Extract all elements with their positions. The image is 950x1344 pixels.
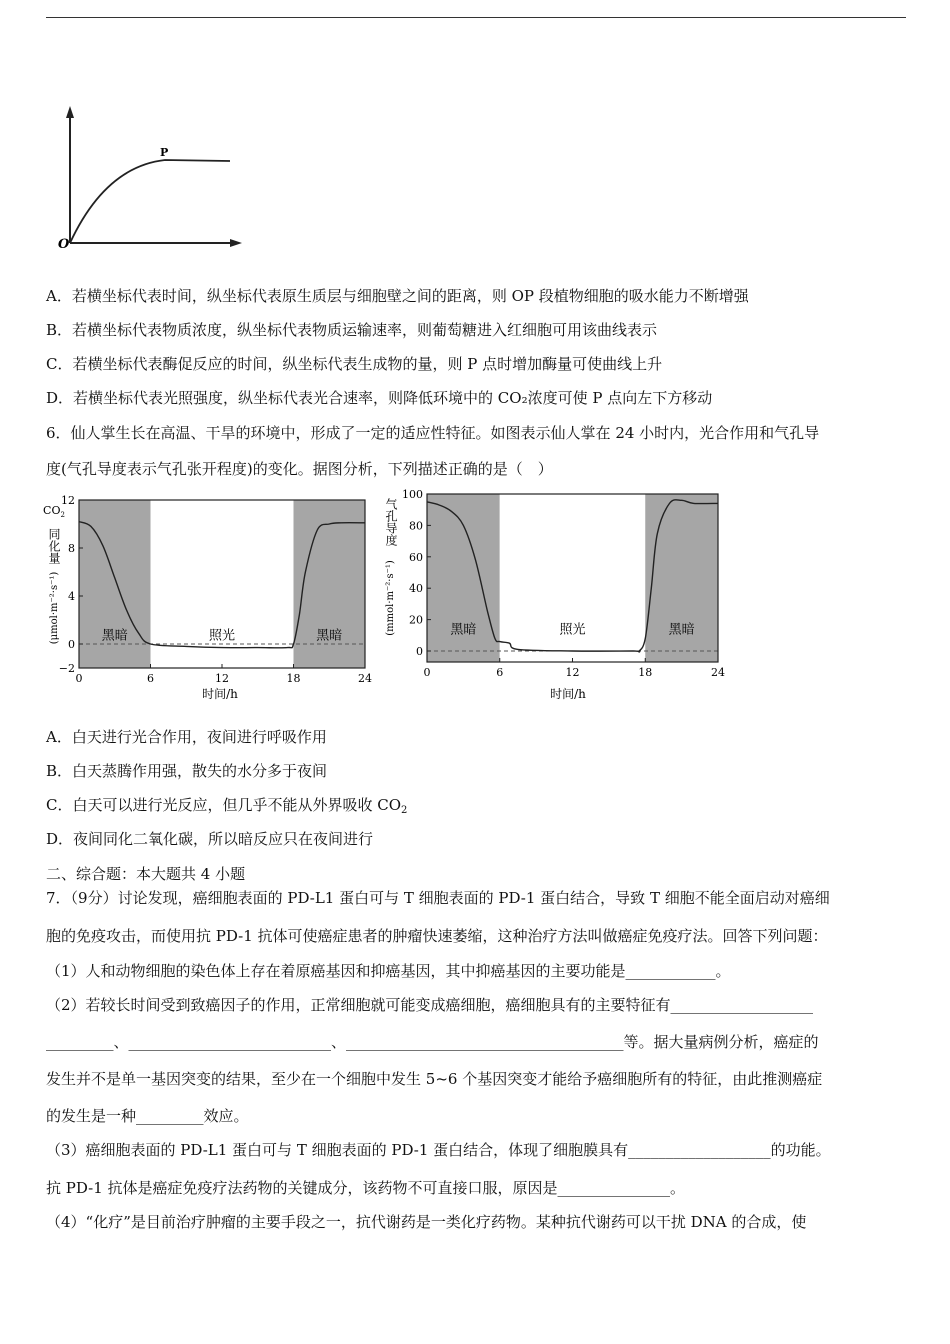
chart1-y-tick-5: 0: [416, 645, 423, 659]
q5-option-c: C．若横坐标代表酶促反应的时间，纵坐标代表生成物的量，则 P 点时增加酶量可使曲线上升: [46, 355, 663, 373]
q5-option-b: B．若横坐标代表物质浓度，纵坐标代表物质运输速率，则葡萄糖进入红细胞可用该曲线表示: [46, 321, 658, 339]
q7-line2: 胞的免疫攻击，而使用抗 PD-1 抗体可使癌症患者的肿瘤快速萎缩，这种治疗方法叫做癌症免疫疗法。回答下列问题：: [46, 927, 828, 945]
chart1-region-label-1: 照光: [559, 622, 586, 638]
q6-option-b: B．白天蒸腾作用强，散失的水分多于夜间: [46, 762, 328, 780]
chart0-ylabel: [43, 504, 65, 644]
q7-line7: 的发生是一种_________效应。: [46, 1107, 249, 1125]
q6-option-d: D．夜间同化二氧化碳，所以暗反应只在夜间进行: [46, 830, 374, 848]
q5-option-a: A．若横坐标代表时间，纵坐标代表原生质层与细胞壁之间的距离，则 OP 段植物细胞的吸水能力不断增强: [46, 287, 749, 305]
q7-line10: （4）“化疗”是目前治疗肿瘤的主要手段之一，抗代谢药是一类化疗药物。某种抗代谢药可以干扰 DNA 的合成，使: [46, 1213, 807, 1231]
chart1-ylabel-unit: (mmol·m⁻²·s⁻¹): [385, 560, 396, 636]
chart1-y-tick-0: 100: [402, 488, 423, 501]
chart1-xlabel: 时间/h: [550, 687, 586, 701]
q6-option-c: [46, 795, 908, 821]
chart0-ylabel-title: CO: [43, 504, 61, 517]
stomatal-conductance-chart: [380, 484, 730, 702]
chart1-region-label-0: 黑暗: [450, 622, 477, 638]
chart0-ylabel-sub: 2: [60, 511, 65, 519]
chart1-ylabel-title: 气孔导度: [384, 498, 398, 546]
op-x-axis: [70, 239, 242, 247]
chart0-y-tick-4: −2: [58, 662, 75, 675]
op-point-label: P: [160, 146, 169, 159]
chart1-region-label-2: 黑暗: [668, 622, 695, 638]
chart0-x-tick-3: 18: [286, 672, 301, 685]
op-curve: [70, 160, 230, 243]
chart0-x-tick-0: 0: [75, 672, 83, 685]
chart0-x-tick-1: 6: [147, 672, 154, 685]
q6-option-c-text: C．白天可以进行光反应，但几乎不能从外界吸收 CO: [46, 796, 402, 814]
q7-line8: （3）癌细胞表面的 PD-L1 蛋白可与 T 细胞表面的 PD-1 蛋白结合，体现了细胞膜具有___________________的功能。: [46, 1141, 831, 1159]
q6-option-c-subscript: 2: [401, 805, 408, 816]
q6-option-a: A．白天进行光合作用，夜间进行呼吸作用: [46, 728, 327, 746]
chart0-x-tick-4: 24: [358, 672, 372, 685]
chart0-y-tick-0: 12: [61, 494, 75, 507]
chart0-region-label-1: 照光: [208, 628, 236, 644]
chart0-y-tick-3: 0: [68, 638, 75, 651]
chart1-x-tick-3: 18: [638, 666, 653, 679]
op-y-axis: [66, 106, 74, 243]
chart1-y-tick-4: 20: [409, 613, 423, 627]
header-rule: [46, 17, 906, 18]
op-origin-label: O: [58, 237, 70, 252]
chart0-x-tick-2: 12: [215, 672, 229, 685]
q7-line1: 7．（9分）讨论发现，癌细胞表面的 PD-L1 蛋白可与 T 细胞表面的 PD-1 蛋白结合，导致 T 细胞不能全面启动对癌细: [46, 889, 830, 907]
q7-line3: （1）人和动物细胞的染色体上存在着原癌基因和抑癌基因，其中抑癌基因的主要功能是____________。: [46, 962, 731, 980]
chart1-y-tick-1: 80: [409, 519, 423, 533]
q6-stem-line2: 度(气孔导度表示气孔张开程度)的变化。据图分析，下列描述正确的是（ ）: [46, 460, 553, 478]
chart1-x-tick-4: 24: [711, 666, 725, 679]
chart0-y-tick-2: 4: [68, 590, 75, 603]
op-curve-figure: [50, 100, 250, 260]
q7-line5: _________、___________________________、_____________________________________等。据大量病例分析，癌症的: [46, 1033, 819, 1051]
chart0-xlabel: 时间/h: [202, 687, 238, 701]
chart0-ylabel-rest: 同化量: [47, 528, 61, 564]
q7-line4: （2）若较长时间受到致癌因子的作用，正常细胞就可能变成癌细胞，癌细胞具有的主要特征有___________________: [46, 996, 814, 1014]
co2-assimilation-chart: [40, 490, 380, 702]
chart1-y-tick-2: 60: [409, 550, 423, 564]
q7-line6: 发生并不是单一基因突变的结果，至少在一个细胞中发生 5~6 个基因突变才能给予癌细胞所有的特征，由此推测癌症: [46, 1070, 823, 1088]
chart0-y-tick-1: 8: [68, 542, 75, 555]
section2-heading: 二、综合题：本大题共 4 小题: [46, 865, 246, 883]
q7-line9: 抗 PD-1 抗体是癌症免疫疗法药物的关键成分，该药物不可直接口服，原因是_______________。: [46, 1179, 686, 1197]
chart0-region-label-0: 黑暗: [101, 628, 128, 644]
chart1-x-tick-2: 12: [565, 666, 580, 679]
chart1-y-tick-3: 40: [409, 582, 423, 596]
chart0-region-label-2: 黑暗: [316, 628, 343, 644]
chart1-x-tick-0: 0: [423, 666, 431, 679]
chart0-ylabel-unit: (μmol·m⁻²·s⁻¹): [49, 571, 60, 645]
q6-stem-line1: 6．仙人掌生长在高温、干旱的环境中，形成了一定的适应性特征。如图表示仙人掌在 24 小时内，光合作用和气孔导: [46, 424, 820, 442]
q5-option-d: D．若横坐标代表光照强度，纵坐标代表光合速率，则降低环境中的 CO₂浓度可使 P 点向左下方移动: [46, 389, 713, 407]
chart1-x-tick-1: 6: [496, 666, 504, 679]
chart1-ylabel: [384, 497, 398, 636]
